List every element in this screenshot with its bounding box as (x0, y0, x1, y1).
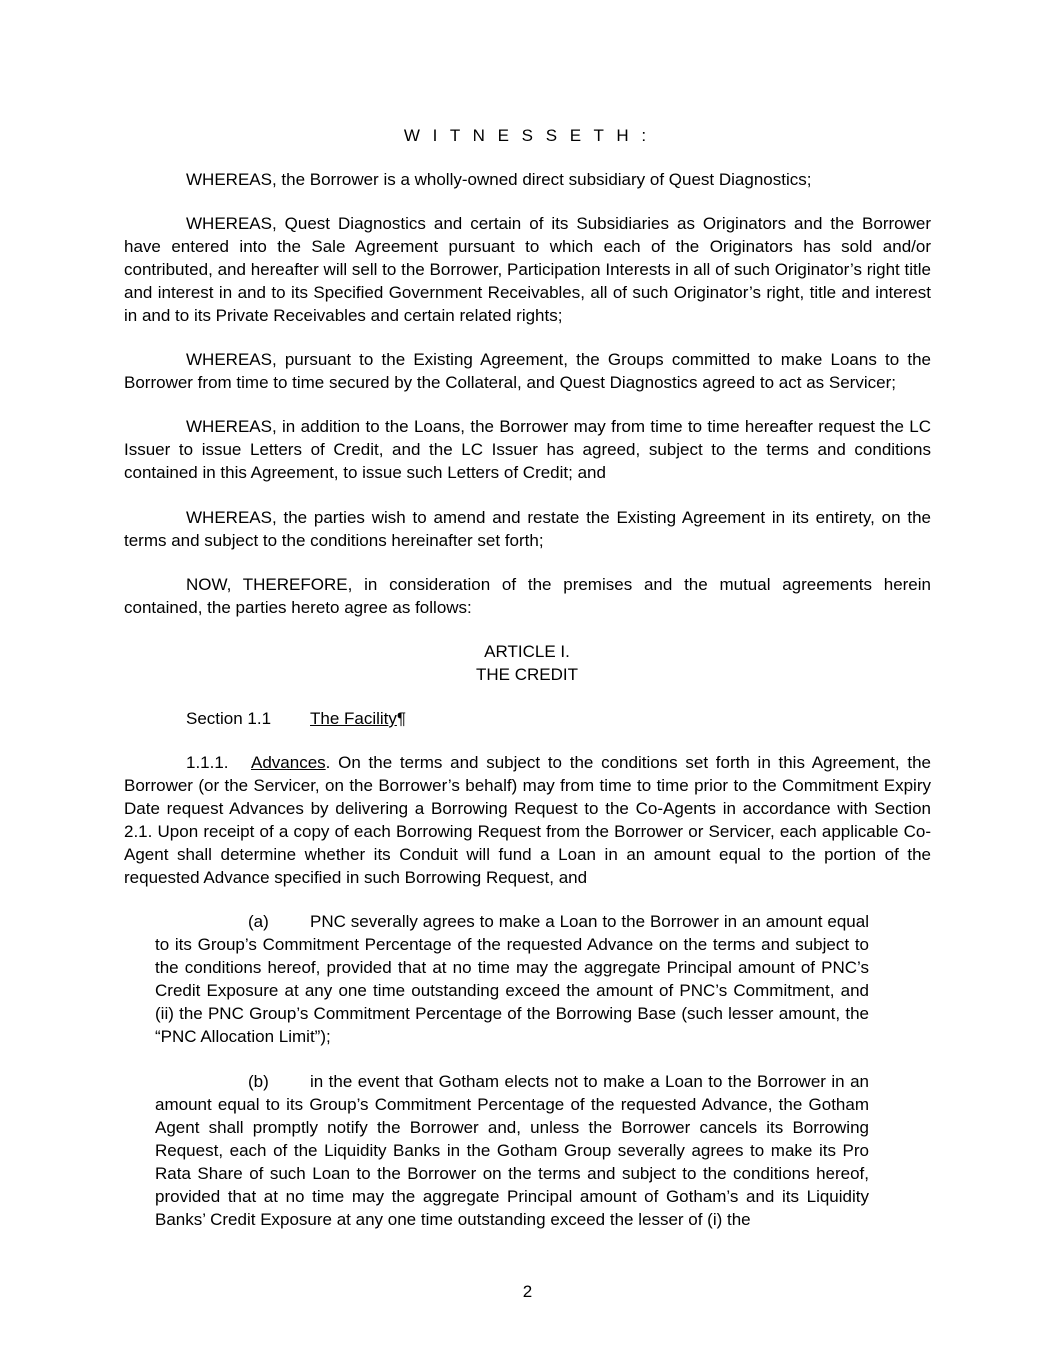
subsection-title: Advances (251, 753, 326, 772)
clause-b (155, 1070, 869, 1231)
recital-1: WHEREAS, the Borrower is a wholly-owned direct subsidiary of Quest Diagnostics; (186, 170, 812, 189)
clause-b-label: (b) (248, 1072, 269, 1091)
subsection-1-1-1 (124, 751, 931, 889)
recital-2: WHEREAS, Quest Diagnostics and certain of its Subsidiaries as Originators and the Borrower have entered into the Sale Agreement pursuant to which each of the Originators has sold and/or contributed, and hereafter will sell to the Borrower, Participation Interests in all of such Originator’s right title and interest in and to its Specified Government Receivables, all of such Originator’s right, title and interest in and to its Private Receivables and certain related rights; (124, 214, 931, 325)
article-number: ARTICLE I. (484, 642, 570, 661)
recital-now-therefore: NOW, THEREFORE, in consideration of the premises and the mutual agreements herein contained, the parties hereto agree as follows: (124, 575, 931, 617)
article-heading (124, 640, 930, 686)
subsection-text: . On the terms and subject to the conditions set forth in this Agreement, the Borrower (or the Servicer, on the Borrower’s behalf) may from time to time prior to the Commitment Expiry Date request Advances by delivering a Borrowing Request to the Co-Agents in accordance with Section 2.1. Upon receipt of a copy of each Borrowing Request from the Borrower or Servicer, each applicable Co-Agent shall determine whether its Conduit will fund a Loan in an amount equal to the portion of the requested Advance specified in such Borrowing Request, and (124, 753, 931, 887)
recital-3: WHEREAS, pursuant to the Existing Agreement, the Groups committed to make Loans to the Borrower from time to time secured by the Collateral, and Quest Diagnostics agreed to act as Servicer; (124, 350, 931, 392)
witnesseth-heading: W I T N E S S E T H : (403, 126, 651, 145)
page-number: 2 (522, 1282, 533, 1301)
recital-4: WHEREAS, in addition to the Loans, the Borrower may from time to time hereafter request the LC Issuer to issue Letters of Credit, and the LC Issuer has agreed, subject to the terms and conditions contained in this Agreement, to issue such Letters of Credit; and (124, 417, 931, 482)
clause-a (155, 910, 869, 1048)
article-name: THE CREDIT (476, 665, 578, 684)
clause-a-text: PNC severally agrees to make a Loan to the Borrower in an amount equal to its Group’s Commitment Percentage of the requested Advance on the terms and subject to the conditions hereof, provided that at no time may the aggregate Principal amount of PNC’s Credit Exposure at any one time outstanding exceed the amount of PNC’s Commitment, and (ii) the PNC Group’s Commitment Percentage of the Borrowing Base (such lesser amount, the “PNC Allocation Limit”); (155, 912, 869, 1046)
recital-5: WHEREAS, the parties wish to amend and restate the Existing Agreement in its entirety, on the terms and subject to the conditions hereinafter set forth; (124, 508, 931, 550)
clause-b-text: in the event that Gotham elects not to make a Loan to the Borrower in an amount equal to its Group’s Commitment Percentage of the requested Advance, the Gotham Agent shall promptly notify the Borrower and, unless the Borrower cancels its Borrowing Request, each of the Liquidity Banks in the Gotham Group severally agrees to make its Pro Rata Share of such Loan to the Borrower on the terms and subject to the conditions hereof, provided that at no time may the aggregate Principal amount of Gotham’s and its Liquidity Banks’ Credit Exposure at any one time outstanding exceed the lesser of (i) the (155, 1072, 869, 1229)
section-title: The Facility (310, 709, 397, 728)
subsection-number: 1.1.1. (186, 753, 229, 772)
pilcrow-mark: ¶ (396, 709, 407, 728)
section-number: Section 1.1 (186, 709, 272, 728)
section-heading (186, 707, 886, 730)
clause-a-label: (a) (248, 912, 269, 931)
